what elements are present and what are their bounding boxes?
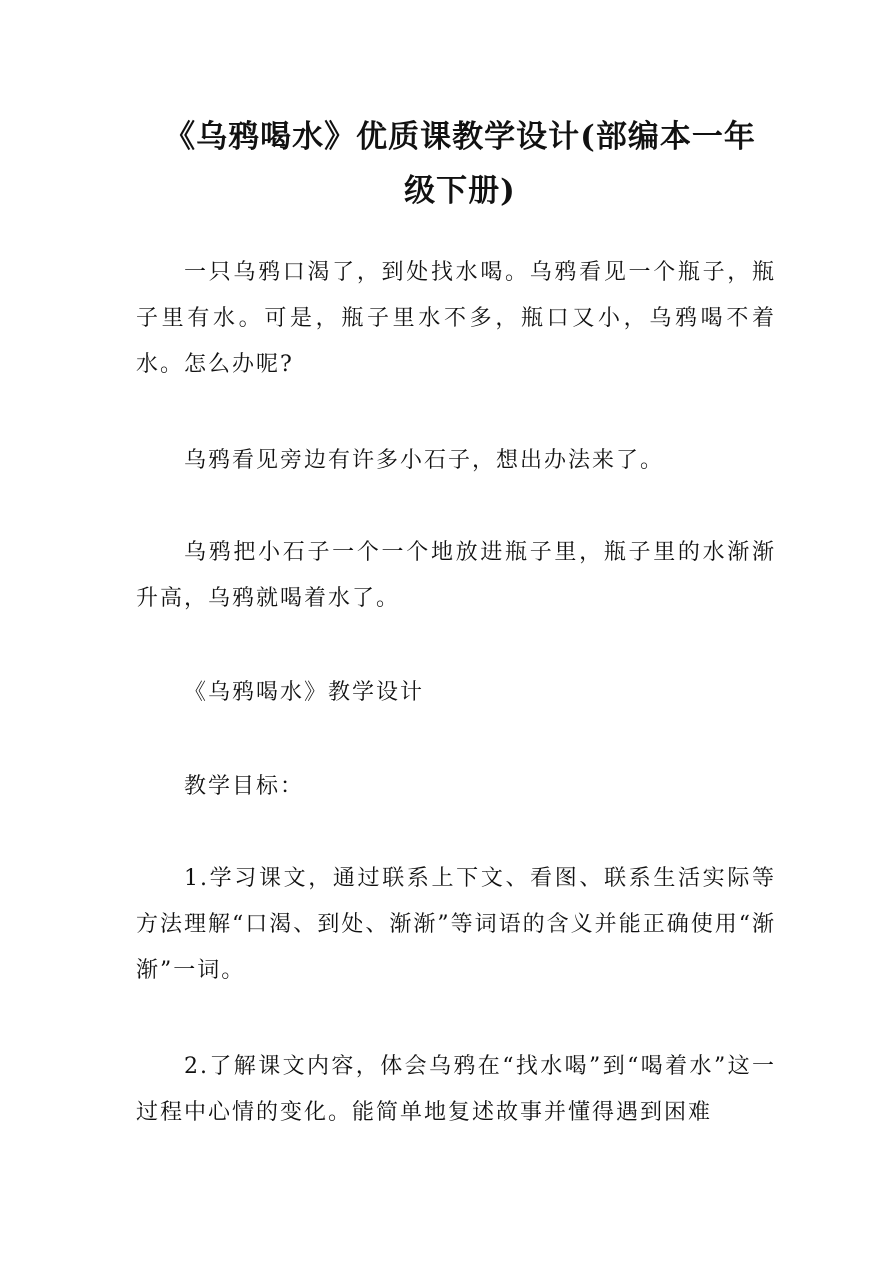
paragraph-2: 乌鸦看见旁边有许多小石子，想出办法来了。 [184, 448, 665, 473]
document-title: 《乌鸦喝水》优质课教学设计(部编本一年级下册) [164, 119, 756, 209]
section-heading-teaching-design: 《乌鸦喝水》教学设计 [184, 680, 425, 705]
section-heading-objectives: 教学目标： [184, 774, 305, 799]
paragraph-3: 乌鸦把小石子一个一个地放进瓶子里，瓶子里的水渐渐升高，乌鸦就喝着水了。 [136, 540, 776, 611]
paragraph-1: 一只乌鸦口渴了，到处找水喝。乌鸦看见一个瓶子，瓶子里有水。可是，瓶子里水不多，瓶口又小，乌鸦喝不着水。怎么办呢? [136, 260, 776, 377]
objective-2: 2.了解课文内容，体会乌鸦在“找水喝”到“喝着水”这一过程中心情的变化。能简单地复述故事并懂得遇到困难 [136, 1054, 776, 1125]
objective-1: 1.学习课文，通过联系上下文、看图、联系生活实际等方法理解“口渴、到处、渐渐”等词语的含义并能正确使用“渐渐”一词。 [136, 866, 776, 983]
